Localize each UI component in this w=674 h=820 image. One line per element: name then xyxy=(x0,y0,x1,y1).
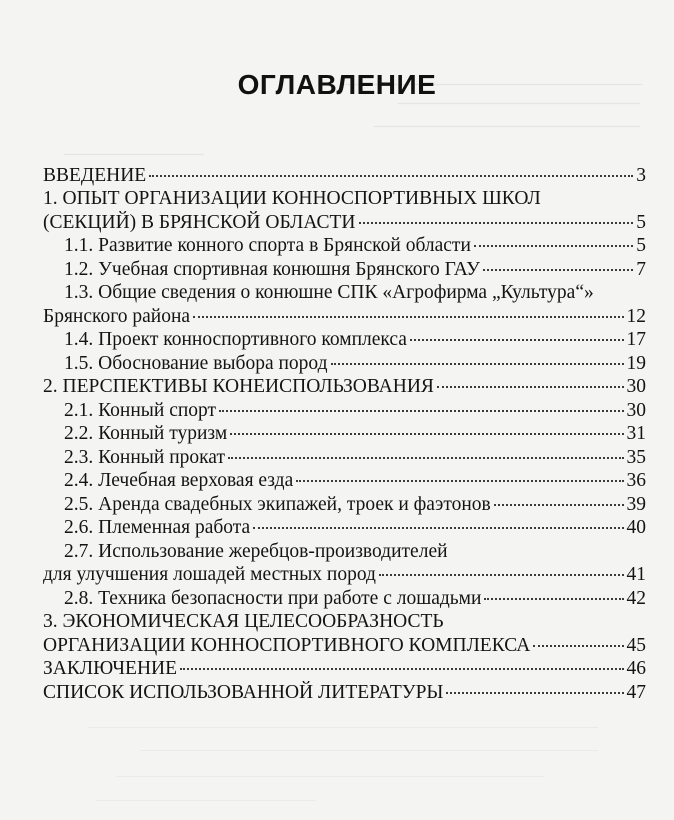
toc-label: 1.4. Проект конноспортивного комплекса xyxy=(64,329,407,350)
toc-label: 2.2. Конный туризм xyxy=(64,423,228,444)
toc-page-number: 5 xyxy=(636,235,646,256)
toc-entry-1-5 xyxy=(64,352,646,376)
dot-leader xyxy=(379,574,624,576)
toc-label: СПИСОК ИСПОЛЬЗОВАННОЙ ЛИТЕРАТУРЫ xyxy=(43,682,444,703)
toc-entry-chapter-2 xyxy=(43,375,646,399)
toc-entry-2-4 xyxy=(64,469,646,493)
toc-entry-2-7-line-2 xyxy=(43,563,646,587)
toc-label: 1.2. Учебная спортивная конюшня Брянского ГАУ xyxy=(64,259,480,280)
toc-label: 1.5. Обоснование выбора пород xyxy=(64,353,328,374)
toc-page-number: 35 xyxy=(626,447,646,468)
page-title: ОГЛАВЛЕНИЕ xyxy=(237,69,437,100)
toc-label: (СЕКЦИЙ) В БРЯНСКОЙ ОБЛАСТИ xyxy=(43,212,356,233)
dot-leader xyxy=(483,269,633,271)
toc-entry-introduction xyxy=(43,164,646,188)
toc-label: 2.6. Племенная работа xyxy=(64,517,251,538)
toc-page-number: 5 xyxy=(636,212,646,233)
toc-label: ОРГАНИЗАЦИИ КОННОСПОРТИВНОГО КОМПЛЕКСА xyxy=(43,635,531,656)
toc-label: ВВЕДЕНИЕ xyxy=(43,165,147,186)
toc-page-number: 39 xyxy=(626,494,646,515)
dot-leader xyxy=(484,598,623,600)
toc-entry-chapter-3-line-1: 3. ЭКОНОМИЧЕСКАЯ ЦЕЛЕСООБРАЗНОСТЬ xyxy=(43,611,444,632)
dot-leader xyxy=(253,527,623,529)
toc-entry-2-6 xyxy=(64,516,646,540)
toc-entry-2-1 xyxy=(64,399,646,423)
toc-entry-1-2 xyxy=(64,258,646,282)
toc-entry-1-1 xyxy=(64,234,646,258)
toc-entry-2-2 xyxy=(64,422,646,446)
toc-page-number: 40 xyxy=(626,517,646,538)
dot-leader xyxy=(359,222,634,224)
toc-entry-1-3-line-2 xyxy=(43,305,646,329)
dot-leader xyxy=(437,386,624,388)
toc-page-number: 30 xyxy=(626,376,646,397)
dot-leader xyxy=(331,363,624,365)
toc-page-number: 7 xyxy=(636,259,646,280)
toc-entry-chapter-1-line-2 xyxy=(43,211,646,235)
dot-leader xyxy=(149,175,633,177)
toc-entry-2-5 xyxy=(64,493,646,517)
dot-leader xyxy=(296,480,623,482)
toc-entry-2-3 xyxy=(64,446,646,470)
toc-entry-references xyxy=(43,681,646,705)
toc-label: Брянского района xyxy=(43,306,191,327)
toc-label: для улучшения лошадей местных пород xyxy=(43,564,376,585)
dot-leader xyxy=(474,245,633,247)
toc-entry-2-7-line-1: 2.7. Использование жеребцов-производителей xyxy=(64,541,448,562)
toc-page-number: 42 xyxy=(626,588,646,609)
toc-label: 2.1. Конный спорт xyxy=(64,400,217,421)
toc-entry-chapter-1-line-1: 1. ОПЫТ ОРГАНИЗАЦИИ КОННОСПОРТИВНЫХ ШКОЛ xyxy=(43,188,541,209)
toc-entry-1-4 xyxy=(64,328,646,352)
toc-label: 2.8. Техника безопасности при работе с лошадьми xyxy=(64,588,482,609)
toc-label: ЗАКЛЮЧЕНИЕ xyxy=(43,658,178,679)
toc-label: 2. ПЕРСПЕКТИВЫ КОНЕИСПОЛЬЗОВАНИЯ xyxy=(43,376,434,397)
dot-leader xyxy=(228,457,624,459)
toc-page-number: 41 xyxy=(626,564,646,585)
toc-page-number: 45 xyxy=(626,635,646,656)
toc-page-number: 36 xyxy=(626,470,646,491)
dot-leader xyxy=(533,645,623,647)
toc-page-number: 47 xyxy=(626,682,646,703)
dot-leader xyxy=(180,668,623,670)
toc-page-number: 3 xyxy=(636,165,646,186)
dot-leader xyxy=(193,316,623,318)
dot-leader xyxy=(219,410,623,412)
dot-leader xyxy=(230,433,623,435)
dot-leader xyxy=(410,339,624,341)
toc-label: 2.4. Лечебная верховая езда xyxy=(64,470,294,491)
toc-entry-2-8 xyxy=(64,587,646,611)
dot-leader xyxy=(494,504,624,506)
toc-page-number: 19 xyxy=(626,353,646,374)
toc-entry-conclusion xyxy=(43,657,646,681)
dot-leader xyxy=(446,692,623,694)
toc-entry-1-3-line-1: 1.3. Общие сведения о конюшне СПК «Агрофирма „Культура“» xyxy=(64,282,594,303)
toc-page-number: 30 xyxy=(626,400,646,421)
toc-label: 2.3. Конный прокат xyxy=(64,447,225,468)
toc-label: 1.1. Развитие конного спорта в Брянской области xyxy=(64,235,471,256)
toc-page-number: 46 xyxy=(626,658,646,679)
toc-page-number: 17 xyxy=(626,329,646,350)
toc-label: 2.5. Аренда свадебных экипажей, троек и фаэтонов xyxy=(64,494,491,515)
toc-entry-chapter-3-line-2 xyxy=(43,634,646,658)
toc-page-number: 12 xyxy=(626,306,646,327)
toc-page-number: 31 xyxy=(626,423,646,444)
